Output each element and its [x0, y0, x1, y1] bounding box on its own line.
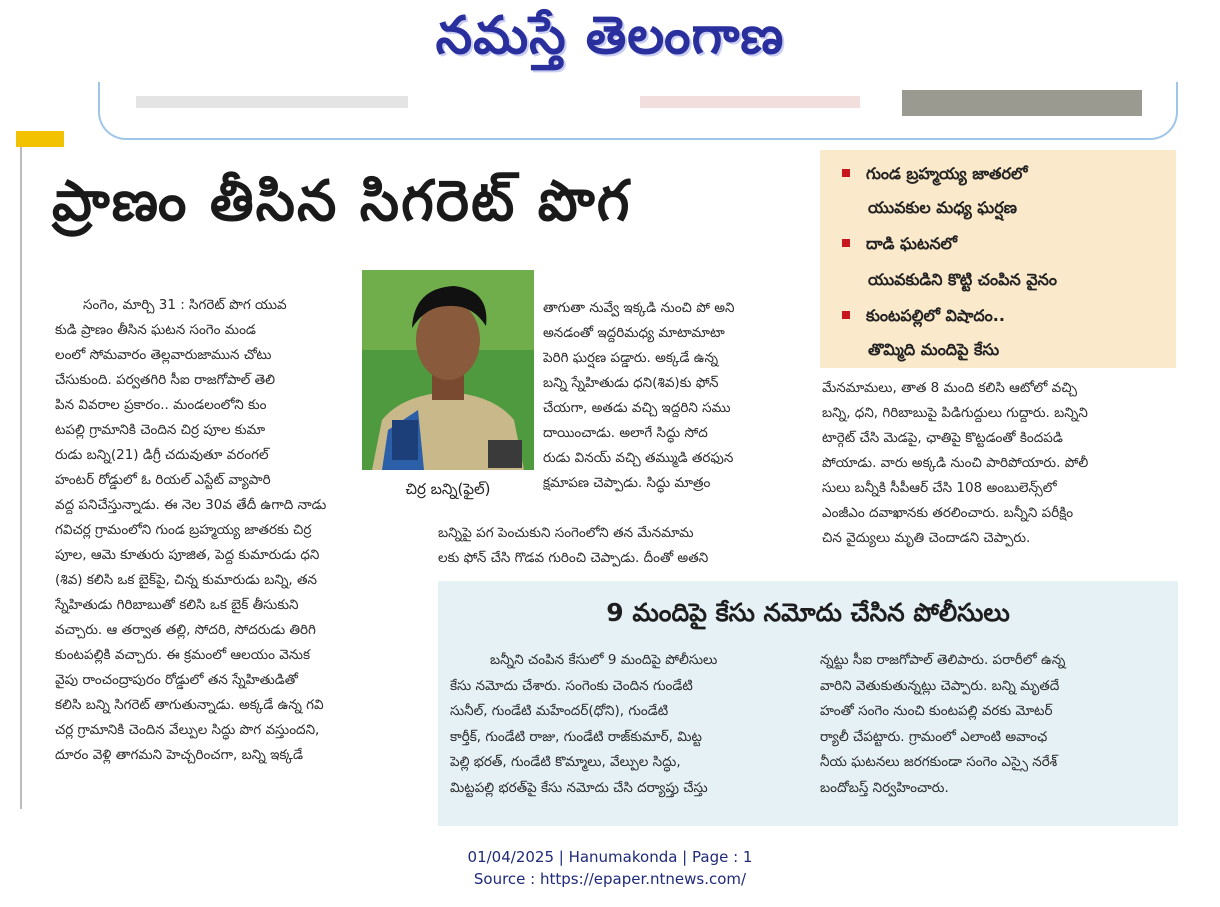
article-column-2 [543, 296, 801, 496]
article-line: మేనమామలు, తాత 8 మంది కలిసి ఆటోలో వచ్చి [822, 380, 1078, 396]
article-line: సంగెం, మార్చి 31 : సిగరెట్ పొగ యువ [83, 297, 287, 313]
article-line: నీయ ఘటనలు జరగకుండా సంగెం ఎస్సై నరేశ్ [820, 754, 1058, 770]
article-line: బందోబస్త్ నిర్వహించారు. [820, 779, 949, 796]
article-line: సునీల్, గుండేటి మహేందర్(ధోని), గుండేటి [450, 703, 669, 719]
highlight-item-cont: యువకుడిని కొట్టి చంపిన వైనం [868, 270, 1057, 289]
source-link[interactable]: Source : https://epaper.ntnews.com/ [473, 870, 747, 888]
teaser-photo [902, 90, 1142, 116]
article-line: పెల్లి భరత్, గుండేటి కొమ్మాలు, వేల్పుల సిద్ధు, [450, 754, 681, 770]
article-line: మిట్టపల్లి భరత్‌పై కేసు నమోదు చేసి దర్యాప్తు చేస్తు [450, 779, 708, 796]
bullet-icon [842, 311, 850, 319]
highlight-item-cont: తొమ్మిది మందిపై కేసు [868, 340, 1000, 359]
newspaper-title: నమస్తే తెలంగాణ [435, 6, 785, 66]
article-line: బన్నీని చంపిన కేసులో 9 మందిపై పోలీసులు [490, 652, 718, 668]
article-line: తాగుతా నువ్వే ఇక్కడి నుంచి పో అని [543, 300, 735, 316]
article-line: కలిసి బన్ని సిగరెట్ తాగుతున్నాడు. అక్కడే ఉన్న గవి [55, 697, 324, 713]
masthead [0, 0, 1220, 78]
article-line: బన్ని, ధని, గిరిబాబుపై పిడిగుద్దులు గుద్దారు. బన్నిని [822, 405, 1088, 421]
article-line: రుడు బన్ని(21) డిగ్రీ చదువుతూ వరంగల్ [55, 447, 269, 463]
highlight-item: గుండ బ్రహ్మయ్య జాతరలో [842, 158, 1027, 190]
article-line: వద్ద పనిచేస్తున్నాడు. ఈ నెల 30వ తేదీ ఉగాది నాడు [55, 497, 327, 513]
photo-caption: చిర్ర బన్ని(ఫైల్) [405, 480, 491, 498]
top-teaser-strip [98, 82, 1178, 140]
article-line: దాయించాడు. అలాగే సిద్ధు సోద [543, 425, 708, 441]
police-case-box [438, 581, 1178, 826]
article-line: రుడు వినయ్ వచ్చి తమ్ముడి తరఫున [543, 450, 734, 466]
article-line: బన్నిపై పగ పెంచుకుని సంగెంలోని తన మేనమామ [438, 525, 694, 541]
article-line: వైపు రాంచంద్రాపురం రోడ్డులో తన స్నేహితుడితో [55, 672, 298, 688]
article-line: కుడి ప్రాణం తీసిన ఘటన సంగెం మండ [55, 322, 256, 338]
article-line: దూరం వెళ్లి తాగమని హెచ్చరించగా, బన్ని ఇక్కడే [55, 747, 303, 763]
article-line: కుంటపల్లికి వచ్చారు. ఈ క్రమంలో ఆలయం వెనుక [55, 647, 311, 663]
article-line: కేసు నమోదు చేశారు. సంగెంకు చెందిన గుండేటి [450, 677, 693, 694]
article-column-1 [55, 293, 413, 768]
teaser-text-block [640, 96, 860, 108]
article-line: (శివ) కలిసి ఒక బైక్‌పై, చిన్న కుమారుడు బన్ని, తన [55, 572, 317, 588]
highlight-item-cont: యువకుల మధ్య ఘర్షణ [868, 198, 1017, 217]
article-column-3 [822, 376, 1176, 551]
article-line: పెరిగి ఘర్షణ పడ్డారు. అక్కడే ఉన్న [543, 350, 719, 366]
article-line: హంతో సంగెం నుంచి కుంటపల్లి వరకు మోటర్ [820, 703, 1053, 719]
article-line: క్షమాపణ చెప్పాడు. సిద్ధు మాత్రం [543, 475, 711, 491]
highlights-box [820, 150, 1176, 368]
article-line: అనడంతో ఇద్దరిమధ్య మాటామాటా [543, 325, 725, 341]
police-box-title: 9 మందిపై కేసు నమోదు చేసిన పోలీసులు [606, 598, 1010, 627]
article-line: లంలో సోమవారం తెల్లవారుజామున చోటు [55, 347, 272, 363]
article-line: టపల్లి గ్రామానికి చెందిన చిర్ర పూల కుమా [55, 422, 266, 438]
article-line: ర్యాలీ చేపట్టారు. గ్రామంలో ఎలాంటి అవాంఛ [820, 728, 1048, 745]
article-line: చిన వైద్యులు మృతి చెందాడని చెప్పారు. [822, 530, 1031, 546]
article-line: చర్ల గ్రామానికి చెందిన వేల్పుల సిద్ధు పొగ వస్తుందని, [55, 722, 320, 738]
article-headline: ప్రాణం తీసిన సిగరెట్ పొగ [52, 169, 632, 234]
article-line: వచ్చారు. ఆ తర్వాత తల్లి, సోదరి, సోదరుడు తిరిగి [55, 622, 316, 638]
article-line: లకు ఫోన్ చేసి గొడవ గురించి చెప్పాడు. దీంతో అతని [438, 550, 709, 566]
article-line: గవిచర్ల గ్రామంలోని గుండ బ్రహ్మయ్య జాతరకు చిర్ర [55, 522, 312, 538]
article-line: న్నట్టు సీఐ రాజగోపాల్ తెలిపారు. పరారీలో ఉన్న [820, 652, 1066, 668]
article-line: ఎంజీఎం దవాఖానకు తరలించారు. బన్నీని పరీక్షిం [822, 505, 1074, 521]
teaser-text-block [136, 96, 408, 108]
article-line: హంటర్ రోడ్డులో ఓ రియల్ ఎస్టేట్ వ్యాపారి [55, 472, 271, 488]
highlight-item: దాడి ఘటనలో [842, 228, 957, 260]
page-footer [0, 846, 1220, 890]
column-rule [20, 147, 22, 809]
edition-info: 01/04/2025 | Hanumakonda | Page : 1 [467, 848, 753, 866]
article-line: పూల, ఆమె కూతురు పూజిత, పెద్ద కుమారుడు ధని [55, 547, 320, 563]
article-line: సులు బన్నీకి సీపీఆర్ చేసి 108 అంబులెన్స్‌లో [822, 480, 1057, 496]
article-line: పోయాడు. వారు అక్కడి నుంచి పారిపోయారు. పోలీ [822, 455, 1089, 471]
section-marker [16, 131, 64, 147]
bullet-icon [842, 169, 850, 177]
article-line: స్నేహితుడు గిరిబాబుతో కలిసి ఒక బైక్ తీసుకుని [55, 597, 299, 613]
article-line: టార్గెట్ చేసి మెడపై, ఛాతిపై కొట్టడంతో కిందపడి [822, 430, 1063, 446]
article-line: కార్తీక్, గుండేటి రాజు, గుండేటి రాజ్‌కుమార్, మిట్ట [450, 728, 702, 745]
article-line: చేసుకుంది. పర్వతగిరి సీఐ రాజగోపాల్ తెలి [55, 372, 276, 388]
article-line: చేయగా, అతడు వచ్చి ఇద్దరిని సము [543, 400, 731, 416]
article-line: పిన వివరాల ప్రకారం.. మండలంలోని కుం [55, 397, 267, 413]
police-box-column-2 [820, 648, 1172, 801]
highlight-item: కుంటపల్లిలో విషాదం.. [842, 300, 1005, 332]
article-line: బన్ని స్నేహితుడు ధని(శివ)కు ఫోన్ [543, 375, 719, 391]
bullet-icon [842, 239, 850, 247]
article-column-2-continued [438, 521, 802, 571]
article-line: వారిని వెతుకుతున్నట్లు చెప్పారు. బన్ని మృతదే [820, 677, 1060, 694]
police-box-column-1 [450, 648, 802, 801]
